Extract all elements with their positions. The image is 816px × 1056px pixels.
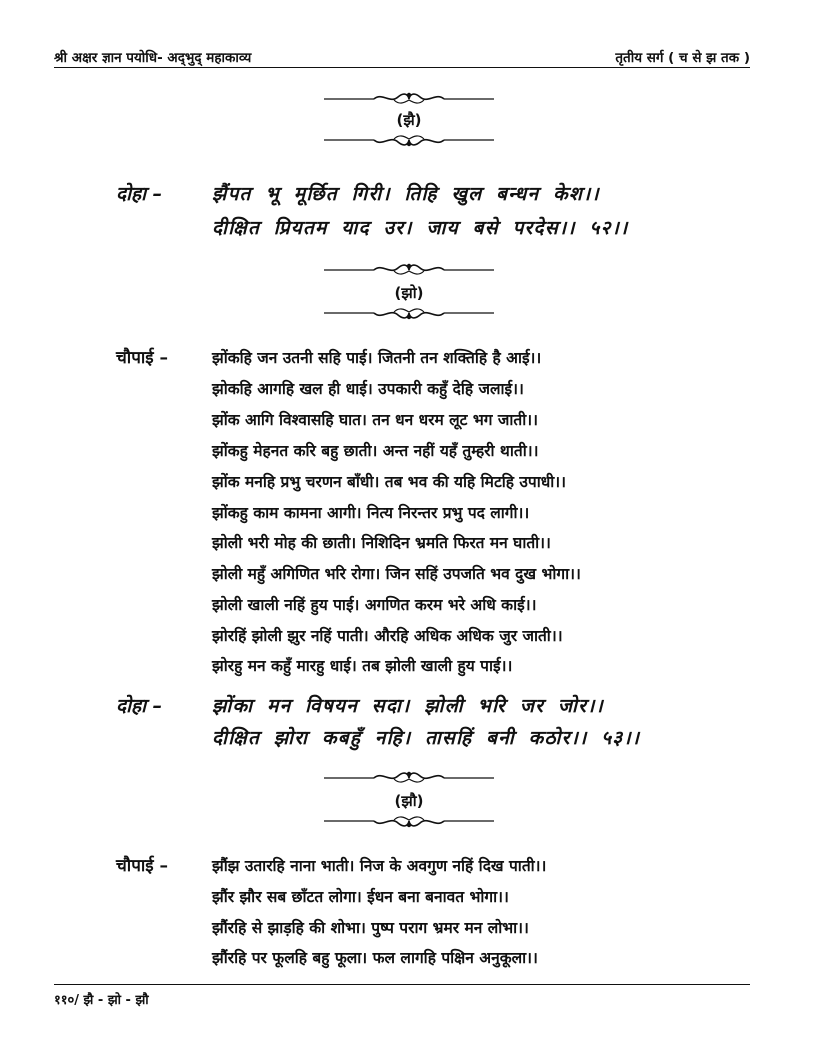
ornament-divider (324, 133, 494, 149)
chaupai-line: झोंक आगि विश्वासहि घात। तन धन धरम लूट भग जाती।। (212, 411, 539, 429)
ornament-divider (324, 90, 494, 106)
chaupai-line: झोली महुँ अगिणित भरि रोगा। जिन सहिं उपजति भव दुख भोगा।। (212, 565, 581, 583)
chaupai-label: चौपाई – (116, 856, 169, 876)
book-title: श्री अक्षर ज्ञान पयोधि- अद्‌भुद् महाकाव्य (54, 50, 252, 66)
section-heading-jhai: (झै) (396, 111, 422, 129)
doha-line: दीक्षित झोरा कबहुँ नहि। तासहिं बनी कठोर।। ५३।। (212, 727, 641, 749)
section-heading-jho: (झो) (394, 284, 424, 302)
ornament-divider (324, 306, 494, 322)
footer-rule (54, 984, 750, 985)
doha-line: झैंपत भू मूर्छित गिरी। तिहि खुल बन्धन केश।। (212, 183, 600, 205)
chaupai-line: झोली खाली नहिं हुय पाई। अगणित करम भरे अधि काई।। (212, 596, 537, 614)
page-number: ११०/ झै - झो - झौ (54, 993, 149, 1008)
doha-line: दीक्षित प्रियतम याद उर। जाय बसे परदेस।। ५२।। (212, 217, 629, 239)
chaupai-line: झोली भरी मोह की छाती। निशिदिन भ्रमति फिरत मन घाती।। (212, 534, 551, 552)
chaupai-line: झोंकहु मेहनत करि बहु छाती। अन्त नहीं यहँ तुम्हरी थाती।। (212, 442, 539, 460)
ornament-divider (324, 261, 494, 277)
chaupai-line: झोरहु मन कहुँ मारहु धाई। तब झोली खाली हुय पाई।। (212, 657, 513, 675)
header-rule (54, 67, 750, 68)
ornament-divider (324, 769, 494, 785)
doha-label: दोहा – (116, 183, 163, 205)
chaupai-line: झौंरहि पर फूलहि बहु फूला। फल लागहि पक्षिन अनुकूला।। (212, 949, 538, 967)
chaupai-line: झौंर झौर सब छाँटत लोगा। ईधन बना बनावत भोगा।। (212, 888, 509, 906)
chaupai-line: झोकहि आगहि खल ही धाई। उपकारी कहुँ देहि जलाई।। (212, 380, 524, 398)
doha-line: झोंका मन विषयन सदा। झोली भरि जर जोर।। (212, 695, 604, 717)
chaupai-line: झोंकहु काम कामना आगी। नित्य निरन्तर प्रभु पद लागी।। (212, 504, 530, 522)
page-header (54, 44, 750, 66)
section-heading-jhau: (झौ) (394, 792, 424, 810)
doha-label: दोहा – (116, 695, 163, 717)
chaupai-label: चौपाई – (116, 348, 169, 368)
chaupai-line: झोरहिं झोली झुर नहिं पाती। औरहि अधिक अधिक जुर जाती।। (212, 627, 563, 645)
chapter-title: तृतीय सर्ग ( च से झ तक ) (615, 50, 750, 66)
chaupai-line: झौंझ उतारहि नाना भाती। निज के अवगुण नहिं दिख पाती।। (212, 857, 547, 875)
ornament-divider (324, 814, 494, 830)
chaupai-line: झौंरहि से झाड़हि की शोभा। पुष्प पराग भ्रमर मन लोभा।। (212, 919, 529, 937)
chaupai-line: झोंक मनहि प्रभु चरणन बाँधी। तब भव की यहि मिटहि उपाधी।। (212, 473, 567, 491)
chaupai-line: झोंकहि जन उतनी सहि पाई। जितनी तन शक्तिहि है आई।। (212, 349, 542, 367)
